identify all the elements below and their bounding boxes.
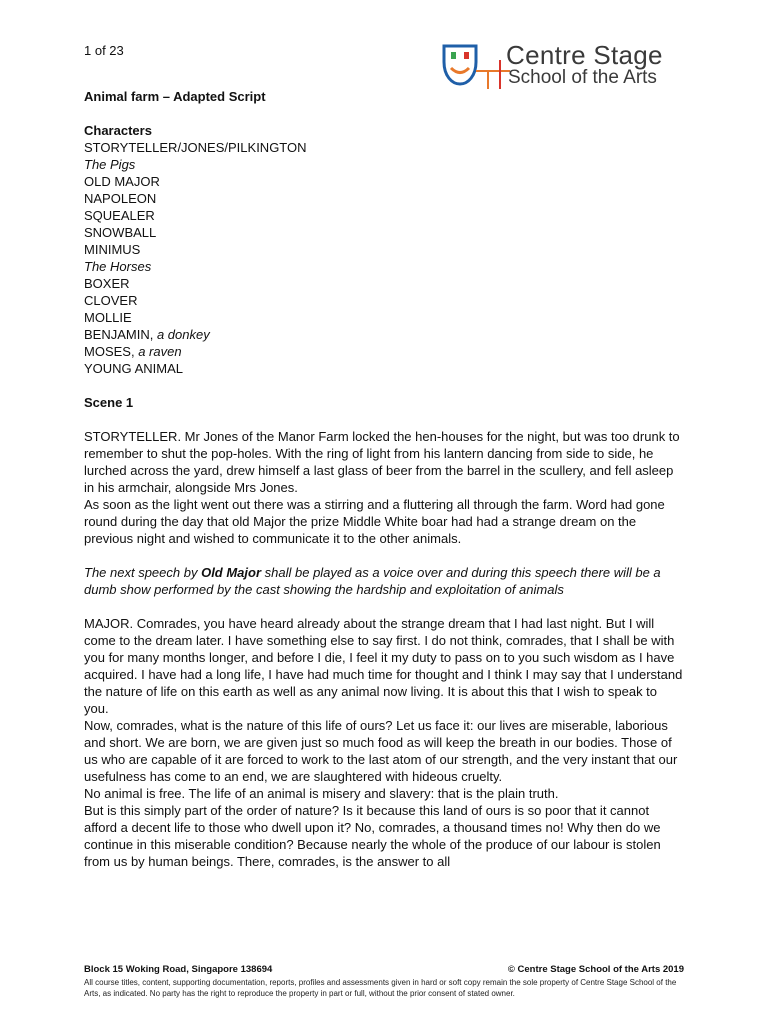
logo-subtitle: School of the Arts [508, 67, 657, 88]
character-name: OLD MAJOR [84, 174, 160, 189]
major-paragraph: Now, comrades, what is the nature of this life of ours? Let us face it: our lives are miserable, laborious and short. We are born, we are given just so much food as will keep the breath in our bodies. Those of us who are capable of it are forced to work to the last atom of our strength, and the very instant that our usefulness has come to an end, we are slaughtered with hideous cruelty. [84, 718, 678, 784]
character-list-item [84, 156, 684, 173]
character-list-item [84, 207, 684, 224]
page-footer [84, 963, 684, 999]
character-name: CLOVER [84, 293, 138, 308]
major-paragraph: But is this simply part of the order of nature? Is it because this land of ours is so poor that it cannot afford a decent life to those who dwell upon it? No, comrades, a thousand times no! Why then do we continue in this miserable condition? Because nearly the whole of the produce of our labour is stolen from us by human beings. There, comrades, is the answer to all [84, 803, 661, 869]
character-list-item [84, 360, 684, 377]
character-name: YOUNG ANIMAL [84, 361, 183, 376]
logo-title: Centre Stage [506, 40, 663, 70]
character-name: MINIMUS [84, 242, 141, 257]
character-list-item [84, 190, 684, 207]
character-description: The Pigs [84, 157, 136, 172]
document-title: Animal farm – Adapted Script [84, 89, 266, 104]
stage-direction [84, 564, 684, 598]
character-description: a raven [138, 344, 182, 359]
page-number: 1 of 23 [84, 43, 124, 58]
storyteller-paragraph: STORYTELLER. Mr Jones of the Manor Farm locked the hen-houses for the night, but was too drunk to remember to shut the pop-holes. With the ring of light from his lantern dancing from side to side, he lurched across the yard, drew himself a last glass of beer from the barrel in the scullery, and fell asleep in his armchair, alongside Mrs Jones. [84, 429, 680, 495]
character-list-item [84, 275, 684, 292]
script-content [84, 88, 684, 870]
footer-address: Block 15 Woking Road, Singapore 138694 [84, 964, 273, 975]
character-name: SNOWBALL [84, 225, 157, 240]
footer-copyright: © Centre Stage School of the Arts 2019 [507, 964, 684, 975]
character-name: MOLLIE [84, 310, 132, 325]
major-paragraph: MAJOR. Comrades, you have heard already about the strange dream that I had last night. But I will come to the dream later. I have something else to say first. I do not think, comrades, that I shall be with you for many months longer, and before I die, I feel it my duty to pass on to you such wisdom as I have acquired. I have had a long life, I have had much time for thought and I think I may say that I understand the nature of life on this earth as well as any animal now living. It is about this that I wish to speak to you. [84, 616, 683, 716]
logo-eye-right [464, 52, 469, 59]
footer-legal-note: All course titles, content, supporting documentation, reports, profiles and assessments given in hard or soft copy remain the sole property of Centre Stage School of the Arts, as indicated. No party has the right to reproduce the property in part or full, without the prior consent of stated owner. [84, 978, 677, 998]
logo-eye-left [451, 52, 456, 59]
character-list-item [84, 326, 684, 343]
character-name: NAPOLEON [84, 191, 157, 206]
character-list-item [84, 224, 684, 241]
stage-direction-text: The next speech by [84, 565, 202, 580]
character-list-item [84, 343, 684, 360]
character-list-item [84, 173, 684, 190]
logo-mask-icon [440, 40, 510, 90]
character-list-item [84, 139, 684, 156]
major-paragraph: No animal is free. The life of an animal is misery and slavery: that is the plain truth. [84, 786, 559, 801]
storyteller-paragraph: As soon as the light went out there was a stirring and a fluttering all through the farm. Word had gone round during the day that old Major the prize Middle White boar had had a strange dream on the previous night and wished to communicate it to the other animals. [84, 497, 665, 546]
stage-direction-text: shall be played as a voice over and during this speech there will be a dumb show performed by the cast showing the hardship and exploitation of animals [84, 565, 661, 597]
character-list-item [84, 309, 684, 326]
character-list [84, 139, 684, 377]
character-name: BENJAMIN, [84, 327, 157, 342]
character-list-item [84, 292, 684, 309]
character-description: a donkey [156, 327, 210, 342]
character-description: The Horses [84, 259, 152, 274]
logo-smile [451, 68, 469, 73]
school-logo [440, 40, 685, 90]
scene-heading: Scene 1 [84, 395, 134, 410]
character-list-item [84, 241, 684, 258]
logo-mask-outline [444, 46, 476, 84]
characters-heading: Characters [84, 123, 152, 138]
character-list-item [84, 258, 684, 275]
character-name: STORYTELLER/JONES/PILKINGTON [84, 140, 307, 155]
character-name: MOSES, [84, 344, 139, 359]
stage-direction-character: Old Major [201, 565, 262, 580]
character-name: SQUEALER [84, 208, 155, 223]
character-name: BOXER [84, 276, 130, 291]
